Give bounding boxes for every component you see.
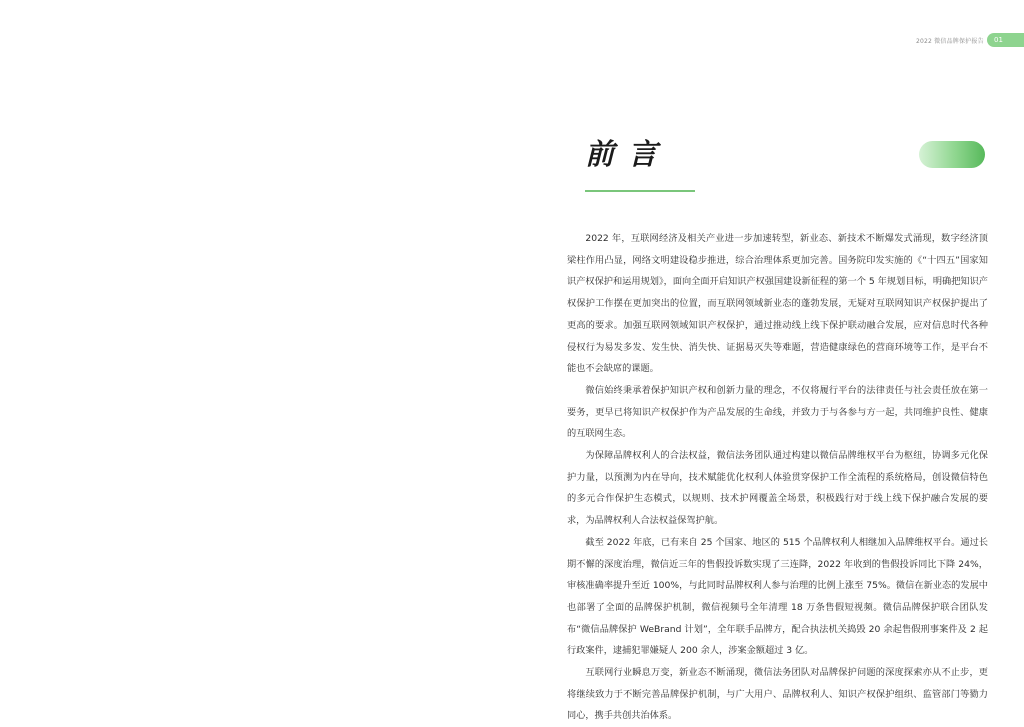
body-text [567, 228, 988, 727]
page-number-tab: 01 [987, 33, 1024, 47]
decorative-green-pill [919, 141, 985, 168]
paragraph: 截至 2022 年底，已有来自 25 个国家、地区的 515 个品牌权利人相继加入品牌维权平台。通过长期不懈的深度治理，微信近三年的售假投诉数实现了三连降，2022 年收到的售假投诉同比下降 24%，审核准确率提升至近 100%，与此同时品牌权利人参与治理的比例上涨至 75%。微信在新业态的发展中也部署了全面的品牌保护机制，微信视频号全年清理 18 万条售假短视频。微信品牌保护联合团队发布“微信品牌保护 WeBrand 计划”，全年联手品牌方，配合执法机关捣毁 20 余起售假刑事案件及 2 起行政案件，逮捕犯罪嫌疑人 200 余人，涉案金额超过 3 亿。 [567, 536, 988, 657]
paragraph: 2022 年，互联网经济及相关产业进一步加速转型，新业态、新技术不断爆发式涌现，数字经济顶梁柱作用凸显，网络文明建设稳步推进，综合治理体系更加完善。国务院印发实施的《“十四五”国家知识产权保护和运用规划》，面向全面开启知识产权强国建设新征程的第一个 5 年规划目标，明确把知识产权保护工作摆在更加突出的位置，而互联网领域新业态的蓬勃发展，无疑对互联网知识产权保护提出了更高的要求。加强互联网领域知识产权保护，通过推动线上线下保护联动融合发展，应对信息时代各种侵权行为易发多发、发生快、消失快、证据易灭失等难题，营造健康绿色的营商环境等工作，是平台不能也不会缺席的课题。 [567, 233, 988, 375]
paragraph: 微信始终秉承着保护知识产权和创新力量的理念，不仅将履行平台的法律责任与社会责任放在第一要务，更早已将知识产权保护作为产品发展的生命线，并致力于与各参与方一起，共同维护良性、健康的互联网生态。 [567, 384, 988, 440]
paragraph: 互联网行业瞬息万变，新业态不断涌现，微信法务团队对品牌保护问题的深度探索亦从不止步，更将继续致力于不断完善品牌保护机制，与广大用户、品牌权利人、知识产权保护组织、监管部门等勠力同心，携手共创共治体系。 [567, 667, 988, 722]
page-title: 前言 [585, 137, 672, 171]
report-header-label: 2022 微信品牌保护报告 [916, 38, 984, 45]
paragraph: 为保障品牌权利人的合法权益，微信法务团队通过构建以微信品牌维权平台为枢纽，协调多元化保护力量，以预测为内在导向，技术赋能优化权利人体验贯穿保护工作全流程的系统格局，创设微信特色的多元合作保护生态模式，以规则、技术护网覆盖全场景，积极践行对于线上线下保护融合发展的要求，为品牌权利人合法权益保驾护航。 [567, 450, 988, 527]
title-underline [585, 190, 695, 192]
